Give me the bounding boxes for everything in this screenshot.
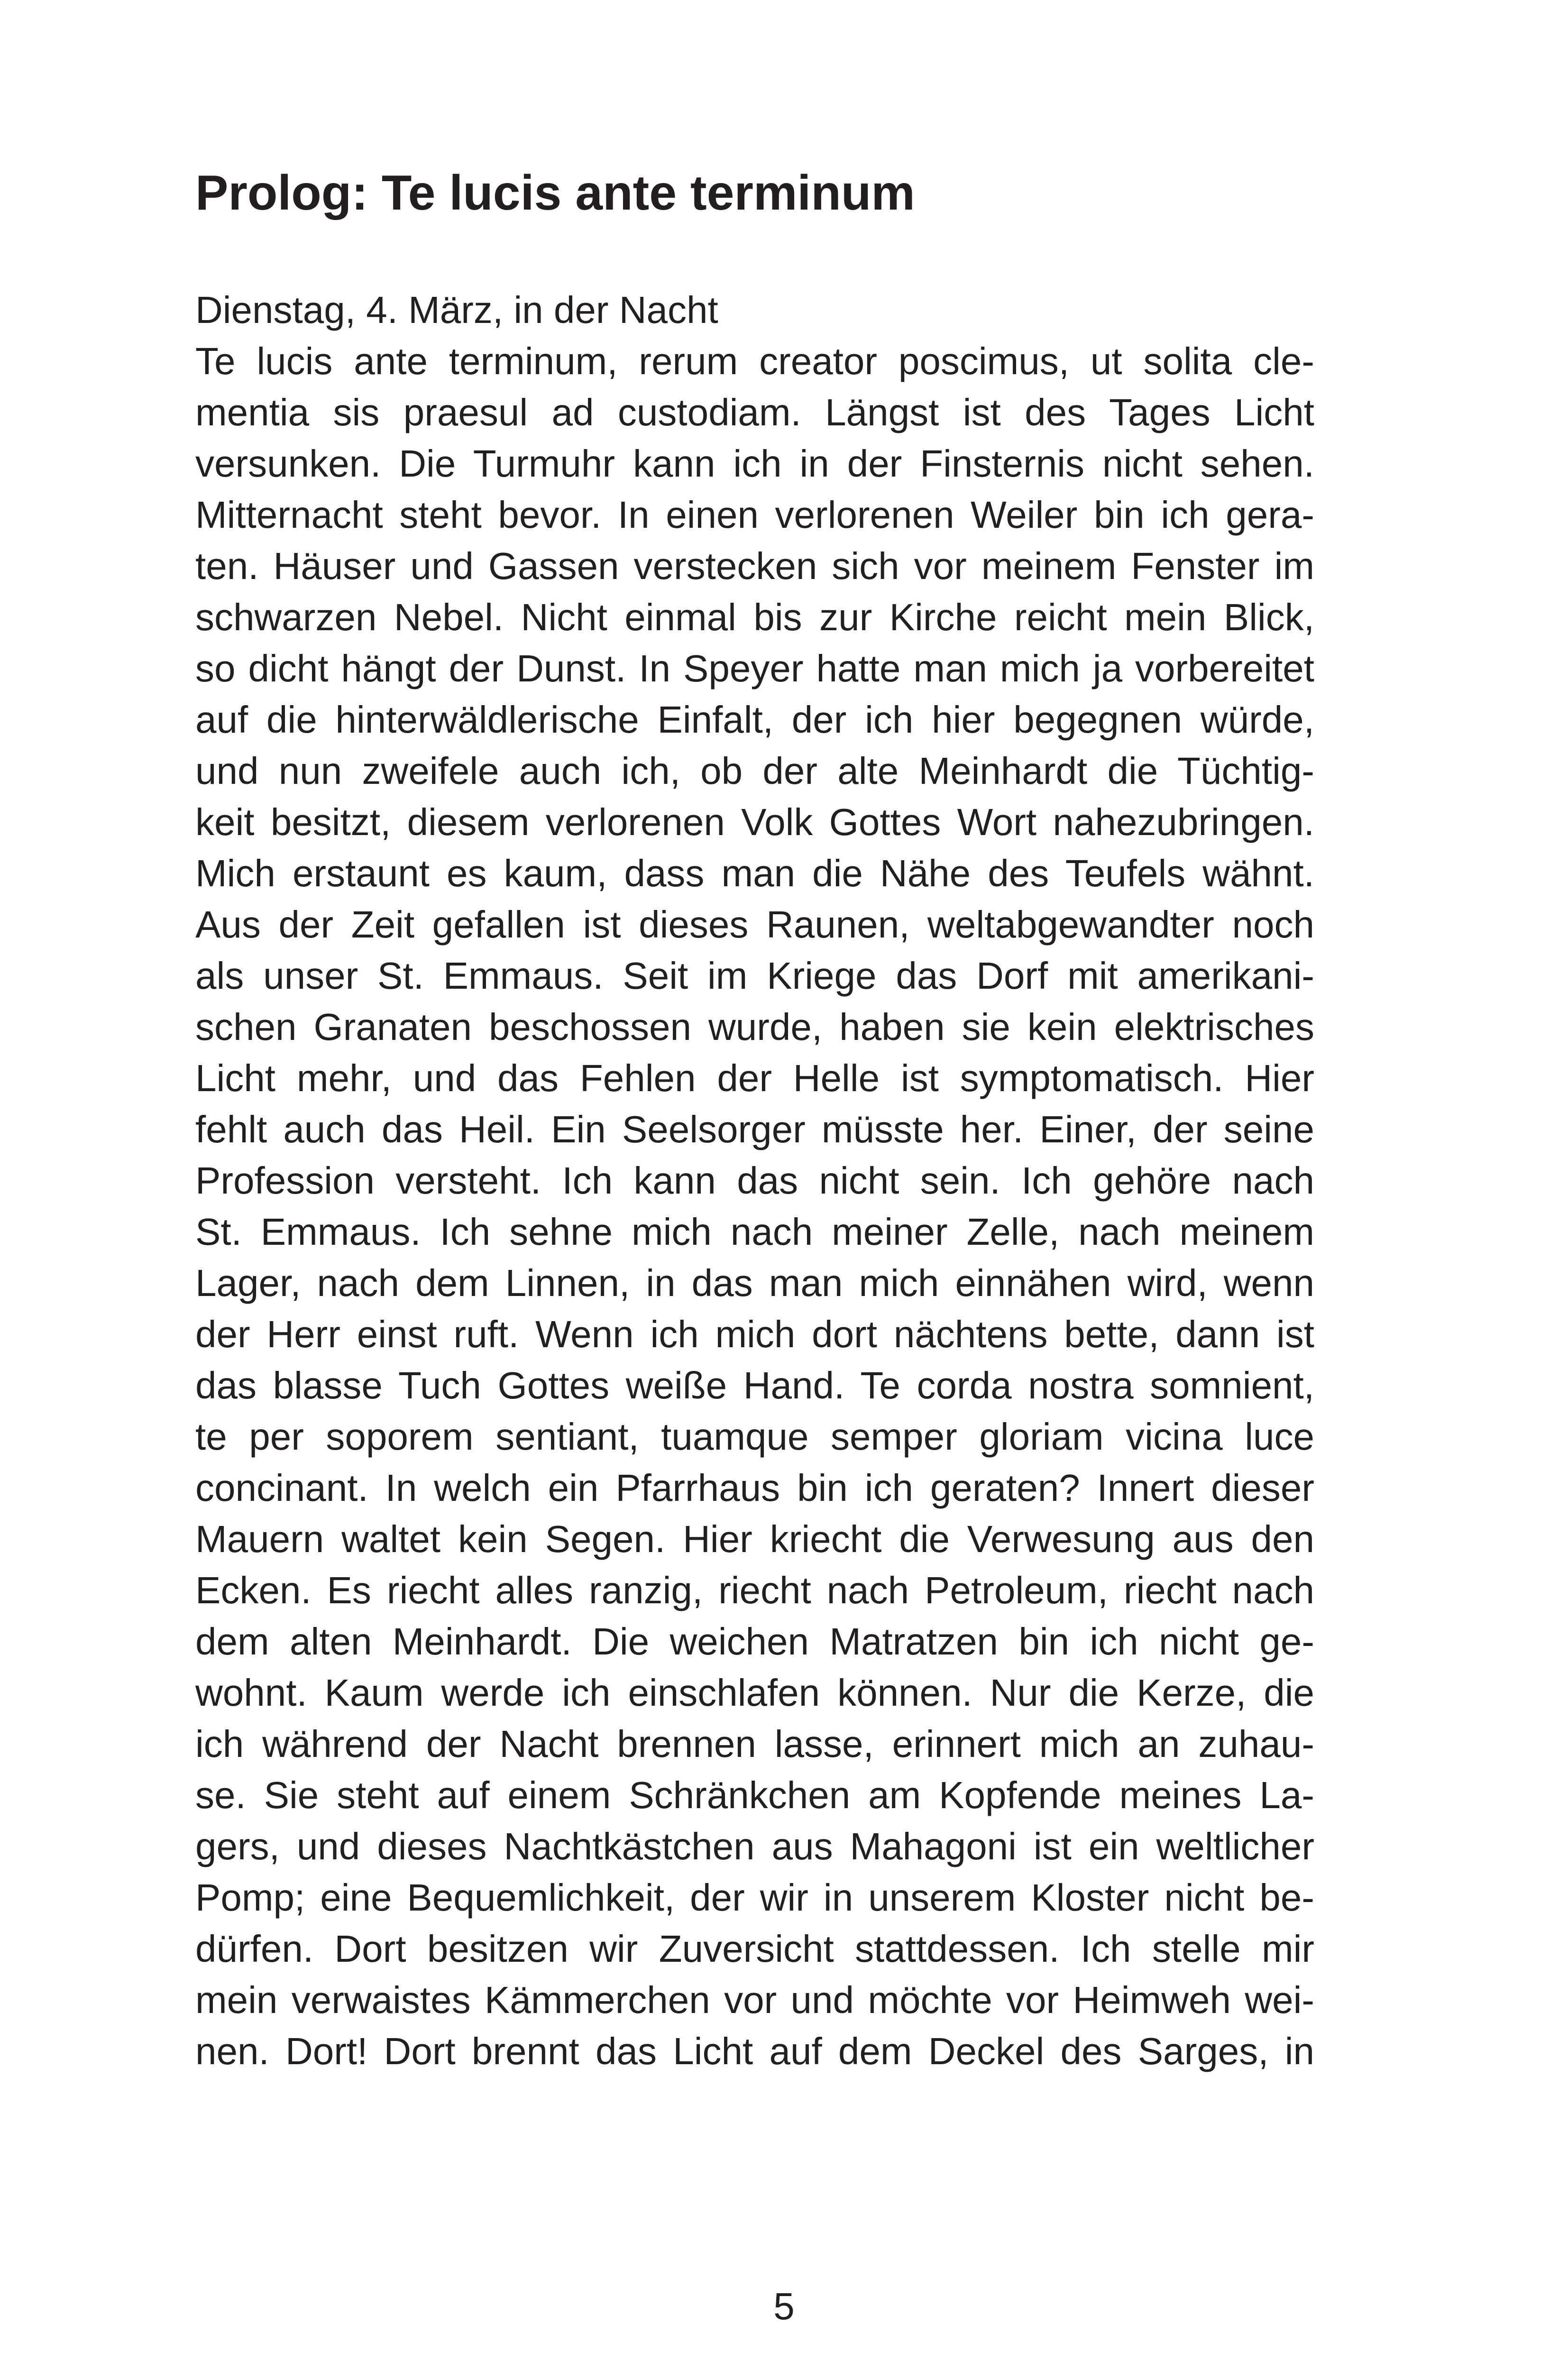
- text-line: mein verwaistes Kämmerchen vor und möchte vor Heimweh wei-: [195, 1979, 1314, 2021]
- text-line: Te lucis ante terminum, rerum creator poscimus, ut solita cle-: [195, 340, 1314, 382]
- text-line: wohnt. Kaum werde ich einschlafen können. Nur die Kerze, die: [195, 1672, 1314, 1714]
- text-line: dem alten Meinhardt. Die weichen Matratzen bin ich nicht ge-: [195, 1620, 1314, 1663]
- text-line: und nun zweifele auch ich, ob der alte Meinhardt die Tüchtig-: [195, 750, 1314, 792]
- text-line: versunken. Die Turmuhr kann ich in der Finsternis nicht sehen.: [195, 442, 1314, 485]
- text-line: concinant. In welch ein Pfarrhaus bin ich geraten? Innert dieser: [195, 1467, 1314, 1509]
- text-line: keit besitzt, diesem verlorenen Volk Gottes Wort nahezubringen.: [195, 801, 1314, 843]
- text-line: nen. Dort! Dort brennt das Licht auf dem Deckel des Sarges, in: [195, 2030, 1314, 2072]
- text-line: Licht mehr, und das Fehlen der Helle ist symptomatisch. Hier: [195, 1057, 1314, 1099]
- text-line: se. Sie steht auf einem Schränkchen am Kopfende meines La-: [195, 1774, 1314, 1816]
- text-line: ten. Häuser und Gassen verstecken sich vor meinem Fenster im: [195, 545, 1314, 587]
- text-line: St. Emmaus. Ich sehne mich nach meiner Zelle, nach meinem: [195, 1211, 1314, 1253]
- text-line: Aus der Zeit gefallen ist dieses Raunen, weltabgewandter noch: [195, 903, 1314, 946]
- date-line: Dienstag, 4. März, in der Nacht: [195, 289, 718, 331]
- text-line: der Herr einst ruft. Wenn ich mich dort nächtens bette, dann ist: [195, 1313, 1314, 1355]
- text-line: als unser St. Emmaus. Seit im Kriege das Dorf mit amerikani-: [195, 955, 1314, 997]
- text-line: ich während der Nacht brennen lasse, erinnert mich an zuhau-: [195, 1723, 1314, 1765]
- text-line: gers, und dieses Nachtkästchen aus Mahagoni ist ein weltlicher: [195, 1825, 1314, 1867]
- text-line: dürfen. Dort besitzen wir Zuversicht stattdessen. Ich stelle mir: [195, 1928, 1314, 1970]
- text-line: auf die hinterwäldlerische Einfalt, der ich hier begegnen würde,: [195, 698, 1314, 741]
- text-line: Lager, nach dem Linnen, in das man mich einnähen wird, wenn: [195, 1262, 1314, 1304]
- chapter-title: Prolog: Te lucis ante terminum: [195, 165, 915, 221]
- text-line: Pomp; eine Bequemlichkeit, der wir in unserem Kloster nicht be-: [195, 1876, 1314, 1919]
- text-line: schwarzen Nebel. Nicht einmal bis zur Kirche reicht mein Blick,: [195, 596, 1314, 638]
- text-line: Profession versteht. Ich kann das nicht sein. Ich gehöre nach: [195, 1159, 1314, 1202]
- text-line: Mich erstaunt es kaum, dass man die Nähe des Teufels wähnt.: [195, 852, 1314, 894]
- text-line: schen Granaten beschossen wurde, haben sie kein elektrisches: [195, 1006, 1314, 1048]
- page-number: 5: [773, 2285, 795, 2327]
- body-text: [195, 336, 1314, 2077]
- text-line: fehlt auch das Heil. Ein Seelsorger müsste her. Einer, der seine: [195, 1108, 1314, 1150]
- text-line: te per soporem sentiant, tuamque semper gloriam vicina luce: [195, 1415, 1314, 1458]
- text-line: das blasse Tuch Gottes weiße Hand. Te corda nostra somnient,: [195, 1364, 1314, 1406]
- text-line: Mauern waltet kein Segen. Hier kriecht die Verwesung aus den: [195, 1518, 1314, 1560]
- text-line: Ecken. Es riecht alles ranzig, riecht nach Petroleum, riecht nach: [195, 1569, 1314, 1611]
- text-line: so dicht hängt der Dunst. In Speyer hatte man mich ja vorbereitet: [195, 647, 1314, 689]
- text-line: mentia sis praesul ad custodiam. Längst ist des Tages Licht: [195, 391, 1314, 433]
- text-line: Mitternacht steht bevor. In einen verlorenen Weiler bin ich gera-: [195, 494, 1314, 536]
